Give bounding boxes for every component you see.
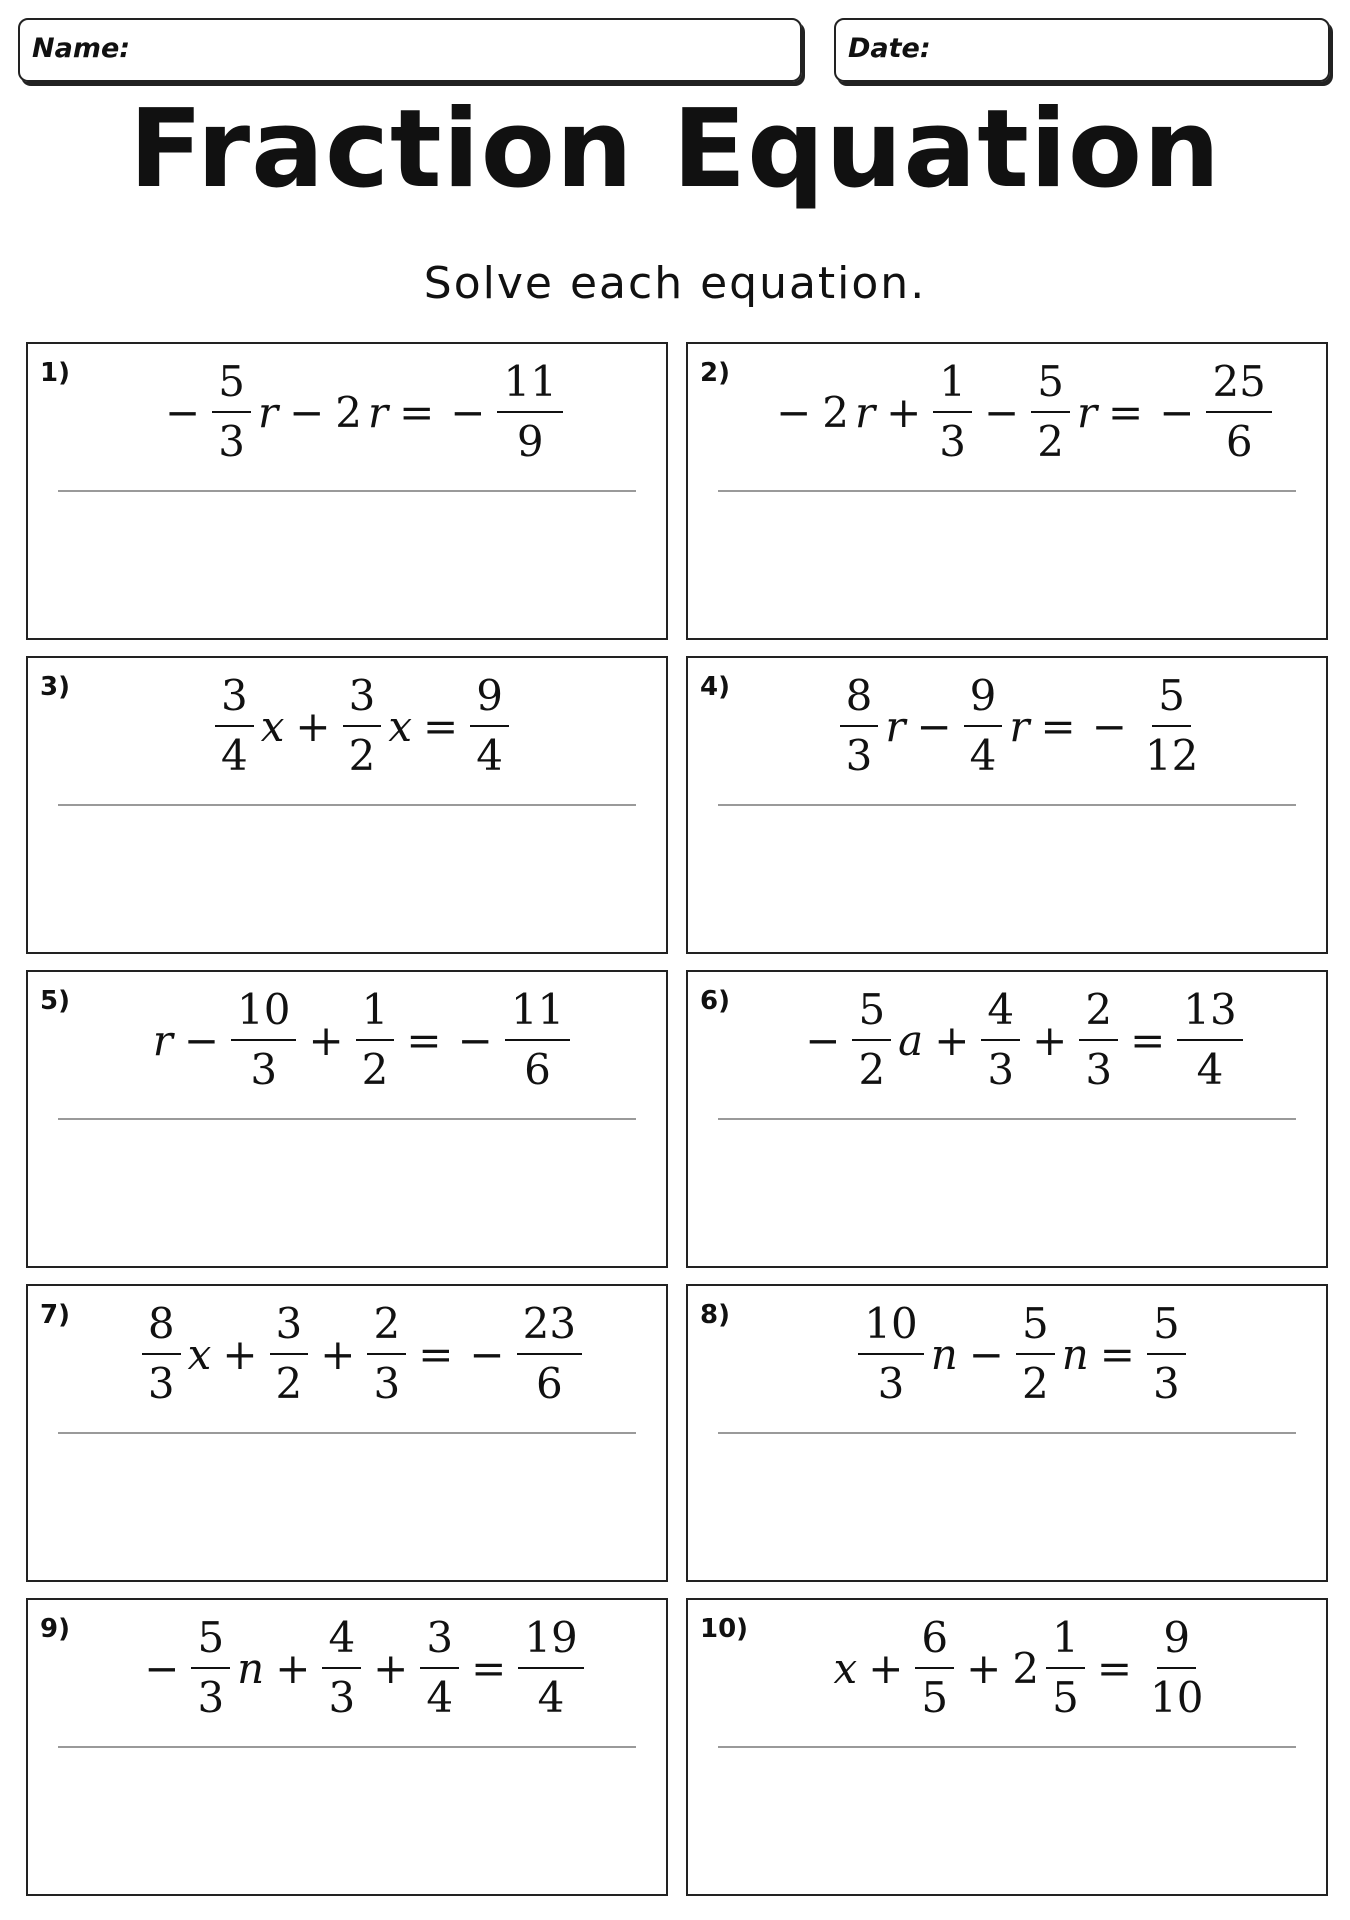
problem-card: [26, 656, 668, 954]
numerator: 8: [840, 671, 879, 727]
variable: r: [152, 1015, 173, 1065]
fraction: [915, 1613, 954, 1724]
variable: n: [237, 1643, 265, 1693]
denominator: 4: [969, 731, 997, 780]
fraction: [505, 985, 570, 1096]
denominator: 4: [1196, 1045, 1224, 1094]
numerator: 3: [420, 1613, 459, 1669]
variable: r: [885, 701, 906, 751]
fraction: [142, 1299, 181, 1410]
numerator: 1: [933, 357, 972, 413]
fraction: [212, 357, 251, 468]
denominator: 2: [275, 1359, 303, 1408]
fraction: [497, 357, 562, 468]
fraction: [517, 1299, 582, 1410]
operator: =: [1099, 1329, 1135, 1379]
fraction: [1206, 357, 1271, 468]
page-title: Fraction Equation: [129, 87, 1221, 212]
equation: [88, 984, 636, 1096]
answer-line[interactable]: [58, 490, 636, 492]
numerator: 5: [191, 1613, 230, 1669]
operator: +: [222, 1329, 258, 1379]
denominator: 5: [921, 1673, 949, 1722]
instructions: Solve each equation.: [423, 258, 927, 309]
fraction: [270, 1299, 309, 1410]
fraction: [1079, 985, 1118, 1096]
numerator: 9: [470, 671, 509, 727]
equation: [88, 670, 636, 782]
numerator: 4: [322, 1613, 361, 1669]
denominator: 4: [476, 731, 503, 780]
fraction: [420, 1613, 459, 1724]
denominator: 3: [218, 417, 245, 466]
numerator: 23: [517, 1299, 582, 1355]
operator: −: [805, 1015, 841, 1065]
variable: r: [368, 387, 389, 437]
variable: n: [1061, 1329, 1089, 1379]
operator: +: [966, 1643, 1002, 1693]
denominator: 6: [524, 1045, 551, 1094]
denominator: 3: [147, 1359, 175, 1408]
operator: +: [886, 387, 922, 437]
numerator: 11: [497, 357, 562, 413]
variable: a: [898, 1015, 924, 1065]
denominator: 3: [877, 1359, 905, 1408]
operator: −: [776, 387, 812, 437]
operator: =: [1040, 701, 1076, 751]
denominator: 4: [537, 1673, 565, 1722]
operator: +: [295, 701, 331, 751]
equation: [748, 356, 1296, 468]
fraction: [840, 671, 879, 782]
answer-line[interactable]: [58, 804, 636, 806]
operator: =: [471, 1643, 507, 1693]
operator: −: [916, 701, 952, 751]
problem-number: 10): [700, 1614, 749, 1644]
operator: =: [423, 701, 459, 751]
operator: +: [373, 1643, 409, 1693]
answer-line[interactable]: [718, 1118, 1296, 1120]
problem-grid: [26, 342, 1328, 1896]
problem-number: 4): [700, 672, 730, 702]
equation: [748, 670, 1296, 782]
operator: =: [1108, 387, 1144, 437]
coefficient: 2: [335, 387, 362, 437]
operator: +: [934, 1015, 970, 1065]
operator: +: [1032, 1015, 1068, 1065]
operator: +: [868, 1643, 904, 1693]
problem-number: 8): [700, 1300, 730, 1330]
denominator: 9: [516, 417, 544, 466]
numerator: 10: [858, 1299, 923, 1355]
operator: =: [1130, 1015, 1166, 1065]
operator: −: [165, 387, 201, 437]
denominator: 4: [221, 731, 248, 780]
denominator: 3: [373, 1359, 401, 1408]
denominator: 6: [535, 1359, 563, 1408]
problem-number: 3): [40, 672, 70, 702]
numerator: 9: [1157, 1613, 1196, 1669]
problem-number: 5): [40, 986, 70, 1016]
fraction: [1031, 357, 1070, 468]
operator: −: [144, 1643, 180, 1693]
numerator: 13: [1177, 985, 1242, 1041]
operator: −: [968, 1329, 1004, 1379]
numerator: 5: [1152, 671, 1191, 727]
variable: r: [1009, 701, 1030, 751]
denominator: 2: [858, 1045, 886, 1094]
numerator: 5: [852, 985, 891, 1041]
variable: x: [260, 701, 285, 751]
fraction: [858, 1299, 923, 1410]
variable: x: [388, 701, 413, 751]
numerator: 4: [981, 985, 1020, 1041]
problem-card: [26, 1284, 668, 1582]
name-label: Name:: [32, 33, 131, 64]
denominator: 2: [1021, 1359, 1049, 1408]
problem-card: [686, 656, 1328, 954]
denominator: 5: [1052, 1673, 1079, 1722]
numerator: 1: [1046, 1613, 1085, 1669]
denominator: 3: [250, 1045, 278, 1094]
numerator: 5: [1147, 1299, 1186, 1355]
answer-line[interactable]: [718, 1746, 1296, 1748]
denominator: 3: [1085, 1045, 1113, 1094]
numerator: 11: [505, 985, 570, 1041]
operator: −: [1091, 701, 1127, 751]
problem-card: [686, 970, 1328, 1268]
problem-card: [26, 342, 668, 640]
fraction: [191, 1613, 230, 1724]
problem-number: 1): [40, 358, 70, 388]
fraction: [343, 671, 382, 782]
fraction: [1046, 1613, 1085, 1724]
problem-card: [26, 970, 668, 1268]
denominator: 6: [1225, 417, 1253, 466]
numerator: 6: [915, 1613, 954, 1669]
denominator: 2: [361, 1045, 389, 1094]
equation: [748, 1298, 1296, 1410]
denominator: 2: [1037, 417, 1064, 466]
problem-number: 7): [40, 1300, 70, 1330]
fraction: [356, 985, 395, 1096]
fraction: [322, 1613, 361, 1724]
numerator: 10: [231, 985, 296, 1041]
numerator: 3: [215, 671, 254, 727]
coefficient: 2: [822, 387, 850, 437]
fraction: [518, 1613, 583, 1724]
equation: [88, 1298, 636, 1410]
operator: −: [450, 387, 486, 437]
denominator: 3: [987, 1045, 1015, 1094]
denominator: 3: [197, 1673, 225, 1722]
fraction: [470, 671, 509, 782]
fraction: [1016, 1299, 1055, 1410]
denominator: 3: [1152, 1359, 1180, 1408]
problem-number: 6): [700, 986, 730, 1016]
operator: −: [984, 387, 1020, 437]
operator: =: [1096, 1643, 1133, 1693]
numerator: 5: [212, 357, 251, 413]
operator: +: [308, 1015, 344, 1065]
denominator: 12: [1144, 731, 1199, 780]
coefficient: 2: [1012, 1643, 1040, 1693]
problem-number: 2): [700, 358, 730, 388]
equation: [88, 356, 636, 468]
variable: r: [1076, 387, 1098, 437]
numerator: 25: [1206, 357, 1271, 413]
numerator: 2: [1079, 985, 1118, 1041]
denominator: 3: [328, 1673, 356, 1722]
denominator: 4: [426, 1673, 454, 1722]
operator: +: [320, 1329, 356, 1379]
fraction: [1147, 1299, 1186, 1410]
fraction: [231, 985, 296, 1096]
operator: −: [289, 387, 325, 437]
fraction: [1139, 671, 1204, 782]
answer-line[interactable]: [58, 1432, 636, 1434]
operator: +: [275, 1643, 311, 1693]
date-label: Date:: [848, 33, 931, 64]
numerator: 3: [270, 1299, 309, 1355]
operator: −: [1159, 387, 1195, 437]
variable: n: [930, 1329, 958, 1379]
numerator: 5: [1016, 1299, 1055, 1355]
problem-card: [686, 342, 1328, 640]
date-field[interactable]: [834, 18, 1330, 82]
name-field[interactable]: [18, 18, 802, 82]
numerator: 1: [356, 985, 395, 1041]
numerator: 2: [367, 1299, 406, 1355]
variable: x: [833, 1643, 858, 1693]
operator: −: [457, 1015, 493, 1065]
fraction: [215, 671, 254, 782]
equation: [748, 984, 1296, 1096]
denominator: 3: [845, 731, 873, 780]
operator: =: [418, 1329, 454, 1379]
fraction: [1177, 985, 1242, 1096]
denominator: 10: [1150, 1673, 1204, 1722]
numerator: 8: [142, 1299, 181, 1355]
fraction: [964, 671, 1003, 782]
fraction: [1144, 1613, 1209, 1724]
equation: [748, 1612, 1296, 1724]
answer-line[interactable]: [718, 1432, 1296, 1434]
answer-line[interactable]: [58, 1746, 636, 1748]
answer-line[interactable]: [718, 490, 1296, 492]
variable: x: [187, 1329, 212, 1379]
problem-number: 9): [40, 1614, 70, 1644]
denominator: 2: [348, 731, 376, 780]
operator: =: [406, 1015, 442, 1065]
problem-card: [686, 1284, 1328, 1582]
numerator: 3: [343, 671, 382, 727]
numerator: 5: [1031, 357, 1070, 413]
equation: [88, 1612, 636, 1724]
operator: =: [399, 387, 435, 437]
fraction: [981, 985, 1020, 1096]
variable: r: [257, 387, 279, 437]
operator: −: [469, 1329, 505, 1379]
variable: r: [855, 387, 876, 437]
problem-card: [686, 1598, 1328, 1896]
numerator: 19: [518, 1613, 583, 1669]
problem-card: [26, 1598, 668, 1896]
answer-line[interactable]: [58, 1118, 636, 1120]
fraction: [852, 985, 891, 1096]
numerator: 9: [964, 671, 1003, 727]
operator: −: [183, 1015, 220, 1065]
fraction: [367, 1299, 406, 1410]
fraction: [933, 357, 972, 468]
answer-line[interactable]: [718, 804, 1296, 806]
denominator: 3: [939, 417, 967, 466]
